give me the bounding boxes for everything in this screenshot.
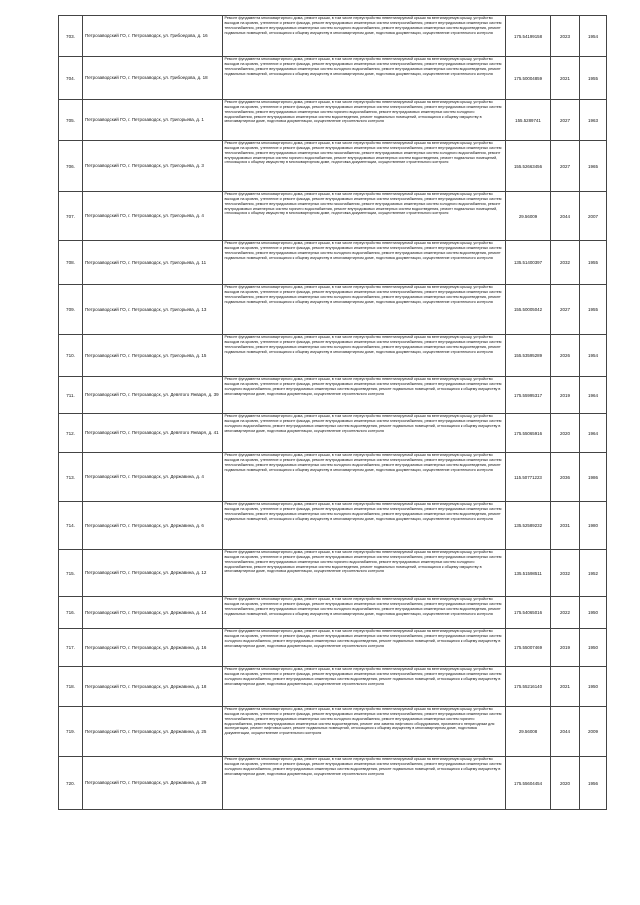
house-address: Петрозаводский ГО, г. Петрозаводск, ул. Григорьева, д. 15: [83, 335, 223, 377]
row-number: 719.: [59, 707, 83, 757]
planned-year: 2019: [551, 629, 580, 667]
planned-year: 2023: [551, 16, 580, 57]
row-number: 718.: [59, 667, 83, 707]
repair-works: Ремонт фундамента многоквартирного дома, ремонт крыши, в том числе переустройство невентилируемой крыши на вентилируемую крышу, устройство выходов на кровлю, утепление и ремонт фасада, ремонт внутридомовых инженерных систем электроснабжения, ремонт внутридомовых инженерных систем теплоснабжения, ремонт внутридомовых инженерных систем холодного водоснабжения, ремонт внутридомовых инженерных систем водоотведения, ремонт подвальных помещений, относящихся к общему имуществу в многоквартирном доме, подготовка документации, осуществление строительного контроля: [223, 241, 506, 285]
table-row: [59, 453, 607, 502]
construction-year: 1952: [580, 550, 607, 597]
row-number: 706.: [59, 141, 83, 192]
row-number: 704.: [59, 57, 83, 100]
cost-value: 175.55995317: [506, 377, 551, 414]
construction-year: 1964: [580, 414, 607, 453]
table-row: [59, 667, 607, 707]
construction-year: 1950: [580, 629, 607, 667]
house-address: Петрозаводский ГО, г. Петрозаводск, ул. Державина, д. 18: [83, 667, 223, 707]
row-number: 705.: [59, 100, 83, 141]
construction-year: 1954: [580, 335, 607, 377]
repair-works: Ремонт фундамента многоквартирного дома, ремонт крыши, в том числе переустройство невентилируемой крыши на вентилируемую крышу, устройство выходов на кровлю, утепление и ремонт фасада, ремонт внутридомовых инженерных систем электроснабжения, ремонт внутридомовых инженерных систем холодного водоснабжения, ремонт внутридомовых инженерных систем водоотведения, ремонт подвальных помещений, относящихся к общему имуществу в многоквартирном доме, подготовка документации, осуществление строительного контроля: [223, 414, 506, 453]
row-number: 714.: [59, 502, 83, 550]
row-number: 711.: [59, 377, 83, 414]
row-number: 707.: [59, 192, 83, 241]
planned-year: 2027: [551, 100, 580, 141]
construction-year: 2009: [580, 707, 607, 757]
house-address: Петрозаводский ГО, г. Петрозаводск, ул. Григорьева, д. 4: [83, 192, 223, 241]
table-row: [59, 502, 607, 550]
house-address: Петрозаводский ГО, г. Петрозаводск, ул. Державина, д. 4: [83, 453, 223, 502]
house-address: Петрозаводский ГО, г. Петрозаводск, ул. Державина, д. 29: [83, 757, 223, 810]
row-number: 720.: [59, 757, 83, 810]
row-number: 708.: [59, 241, 83, 285]
house-address: Петрозаводский ГО, г. Петрозаводск, ул. Державина, д. 12: [83, 550, 223, 597]
cost-value: 135.52589232: [506, 502, 551, 550]
house-address: Петрозаводский ГО, г. Петрозаводск, ул. Державина, д. 6: [83, 502, 223, 550]
row-number: 715.: [59, 550, 83, 597]
planned-year: 2021: [551, 57, 580, 100]
table-row: [59, 57, 607, 100]
cost-value: 155.5289741: [506, 100, 551, 141]
cost-value: 29.56008: [506, 707, 551, 757]
repair-works: Ремонт фундамента многоквартирного дома, ремонт крыши, в том числе переустройство невентилируемой крыши на вентилируемую крышу, устройство выходов на кровлю, утепление и ремонт фасада, ремонт внутридомовых инженерных систем электроснабжения, ремонт внутридомовых инженерных систем холодного водоснабжения, ремонт внутридомовых инженерных систем водоотведения, ремонт подвальных помещений, относящихся к общему имуществу в многоквартирном доме, подготовка документации, осуществление строительного контроля: [223, 629, 506, 667]
row-number: 713.: [59, 453, 83, 502]
house-address: Петрозаводский ГО, г. Петрозаводск, ул. Григорьева, д. 13: [83, 285, 223, 335]
cost-value: 175.54065016: [506, 597, 551, 629]
capital-repair-table: [58, 15, 607, 810]
planned-year: 2036: [551, 453, 580, 502]
table-row: [59, 377, 607, 414]
construction-year: 1955: [580, 285, 607, 335]
repair-works: Ремонт фундамента многоквартирного дома, ремонт крыши, в том числе переустройство невентилируемой крыши на вентилируемую крышу, устройство выходов на кровлю, утепление и ремонт фасада, ремонт внутридомовых инженерных систем электроснабжения, ремонт внутридомовых инженерных систем теплоснабжения, ремонт внутридомовых инженерных систем горячего водоснабжения, ремонт внутридомовых инженерных систем холодного водоснабжения, ремонт внутридомовых инженерных систем водоотведения, ремонт подвальных помещений, относящихся к общему имуществу в многоквартирном доме, подготовка документации, осуществление строительного контроля: [223, 550, 506, 597]
table-row: [59, 141, 607, 192]
construction-year: 1963: [580, 100, 607, 141]
cost-value: 175.54199158: [506, 16, 551, 57]
planned-year: 2044: [551, 192, 580, 241]
cost-value: 175.55216140: [506, 667, 551, 707]
table-row: [59, 241, 607, 285]
repair-works: Ремонт фундамента многоквартирного дома, ремонт крыши, в том числе переустройство невентилируемой крыши на вентилируемую крышу, устройство выходов на кровлю, утепление и ремонт фасада, ремонт внутридомовых инженерных систем электроснабжения, ремонт внутридомовых инженерных систем теплоснабжения, ремонт внутридомовых инженерных систем холодного водоснабжения, ремонт внутридомовых инженерных систем водоотведения, ремонт подвальных помещений, относящихся к общему имуществу в многоквартирном доме, подготовка документации, осуществление строительного контроля: [223, 285, 506, 335]
planned-year: 2044: [551, 707, 580, 757]
table-row: [59, 629, 607, 667]
repair-works: Ремонт фундамента многоквартирного дома, ремонт крыши, в том числе переустройство невентилируемой крыши на вентилируемую крышу, устройство выходов на кровлю, утепление и ремонт фасада, ремонт внутридомовых инженерных систем электроснабжения, ремонт внутридомовых инженерных систем теплоснабжения, ремонт внутридомовых инженерных систем газоснабжения, ремонт внутридомовых инженерных систем холодного водоснабжения, ремонт внутридомовых инженерных систем горячего водоснабжения, ремонт внутридомовых инженерных систем водоотведения, ремонт подвальных помещений, относящихся к общему имуществу в многоквартирном доме, подготовка документации, осуществление строительного контроля: [223, 141, 506, 192]
cost-value: 175.55065916: [506, 414, 551, 453]
construction-year: 1980: [580, 502, 607, 550]
table-row: [59, 707, 607, 757]
planned-year: 2026: [551, 335, 580, 377]
repair-works: Ремонт фундамента многоквартирного дома, ремонт крыши, в том числе переустройство невентилируемой крыши на вентилируемую крышу, устройство выходов на кровлю, утепление и ремонт фасада, ремонт внутридомовых инженерных систем электроснабжения, ремонт внутридомовых инженерных систем теплоснабжения, ремонт внутридомовых инженерных систем холодного водоснабжения, ремонт внутридомовых инженерных систем водоотведения, ремонт подвальных помещений, относящихся к общему имуществу в многоквартирном доме, подготовка документации, осуществление строительного контроля: [223, 453, 506, 502]
repair-works: Ремонт фундамента многоквартирного дома, ремонт крыши, в том числе переустройство невентилируемой крыши на вентилируемую крышу, устройство выходов на кровлю, утепление и ремонт фасада, ремонт внутридомовых инженерных систем электроснабжения, ремонт внутридомовых инженерных систем теплоснабжения, ремонт внутридомовых инженерных систем холодного водоснабжения, ремонт внутридомовых инженерных систем водоотведения, ремонт подвальных помещений, относящихся к общему имуществу в многоквартирном доме, подготовка документации, осуществление строительного контроля: [223, 335, 506, 377]
construction-year: 1955: [580, 57, 607, 100]
row-number: 716.: [59, 597, 83, 629]
house-address: Петрозаводский ГО, г. Петрозаводск, ул. Державина, д. 25: [83, 707, 223, 757]
row-number: 710.: [59, 335, 83, 377]
house-address: Петрозаводский ГО, г. Петрозаводск, ул. Грибоедова, д. 16: [83, 16, 223, 57]
house-address: Петрозаводский ГО, г. Петрозаводск, ул. Грибоедова, д. 18: [83, 57, 223, 100]
table-row: [59, 597, 607, 629]
table-row: [59, 100, 607, 141]
house-address: Петрозаводский ГО, г. Петрозаводск, ул. Девятого Января, д. 41: [83, 414, 223, 453]
construction-year: 2007: [580, 192, 607, 241]
table-body: [59, 16, 607, 810]
repair-works: Ремонт фундамента многоквартирного дома, ремонт крыши, в том числе переустройство невентилируемой крыши на вентилируемую крышу, устройство выходов на кровлю, утепление и ремонт фасада, ремонт внутридомовых инженерных систем электроснабжения, ремонт внутридомовых инженерных систем теплоснабжения, ремонт внутридомовых инженерных систем холодного водоснабжения, ремонт внутридомовых инженерных систем водоотведения, ремонт подвальных помещений, относящихся к общему имуществу в многоквартирном доме, подготовка документации, осуществление строительного контроля: [223, 57, 506, 100]
cost-value: 155.53595289: [506, 335, 551, 377]
planned-year: 2021: [551, 667, 580, 707]
row-number: 709.: [59, 285, 83, 335]
planned-year: 2027: [551, 141, 580, 192]
cost-value: 155.50005042: [506, 285, 551, 335]
table-row: [59, 335, 607, 377]
row-number: 717.: [59, 629, 83, 667]
table-row: [59, 16, 607, 57]
planned-year: 2020: [551, 414, 580, 453]
table-row: [59, 192, 607, 241]
house-address: Петрозаводский ГО, г. Петрозаводск, ул. Девятого Января, д. 39: [83, 377, 223, 414]
cost-value: 135.51400397: [506, 241, 551, 285]
construction-year: 1954: [580, 16, 607, 57]
house-address: Петрозаводский ГО, г. Петрозаводск, ул. Григорьева, д. 1: [83, 100, 223, 141]
cost-value: 175.50004859: [506, 57, 551, 100]
cost-value: 155.52663456: [506, 141, 551, 192]
house-address: Петрозаводский ГО, г. Петрозаводск, ул. Державина, д. 16: [83, 629, 223, 667]
construction-year: 1955: [580, 241, 607, 285]
construction-year: 1986: [580, 453, 607, 502]
repair-works: Ремонт фундамента многоквартирного дома, ремонт крыши, в том числе переустройство невентилируемой крыши на вентилируемую крышу, устройство выходов на кровлю, утепление и ремонт фасада, ремонт внутридомовых инженерных систем электроснабжения, ремонт внутридомовых инженерных систем холодного водоснабжения, ремонт внутридомовых инженерных систем водоотведения, ремонт подвальных помещений, относящихся к общему имуществу в многоквартирном доме, подготовка документации, осуществление строительного контроля: [223, 757, 506, 810]
cost-value: 175.55604454: [506, 757, 551, 810]
cost-value: 115.50771223: [506, 453, 551, 502]
register-page: [58, 15, 606, 810]
row-number: 703.: [59, 16, 83, 57]
planned-year: 2020: [551, 757, 580, 810]
repair-works: Ремонт фундамента многоквартирного дома, ремонт крыши, в том числе переустройство невентилируемой крыши на вентилируемую крышу, устройство выходов на кровлю, утепление и ремонт фасада, ремонт внутридомовых инженерных систем электроснабжения, ремонт внутридомовых инженерных систем теплоснабжения, ремонт внутридомовых инженерных систем газоснабжения, ремонт внутридомовых инженерных систем холодного водоснабжения, ремонт внутридомовых инженерных систем горячего водоснабжения, ремонт внутридомовых инженерных систем водоотведения, ремонт подвальных помещений, относящихся к общему имуществу в многоквартирном доме, подготовка документации, осуществление строительного контроля: [223, 192, 506, 241]
repair-works: Ремонт фундамента многоквартирного дома, ремонт крыши, в том числе переустройство невентилируемой крыши на вентилируемую крышу, устройство выходов на кровлю, утепление и ремонт фасада, ремонт внутридомовых инженерных систем электроснабжения, ремонт внутридомовых инженерных систем теплоснабжения, ремонт внутридомовых инженерных систем горячего водоснабжения, ремонт внутридомовых инженерных систем холодного водоснабжения, ремонт внутридомовых инженерных систем водоотведения, ремонт подвальных помещений, относящихся к общему имуществу в многоквартирном доме, подготовка документации, осуществление строительного контроля: [223, 100, 506, 141]
repair-works: Ремонт фундамента многоквартирного дома, ремонт крыши, в том числе переустройство невентилируемой крыши на вентилируемую крышу, устройство выходов на кровлю, утепление и ремонт фасада, ремонт внутридомовых инженерных систем электроснабжения, ремонт внутридомовых инженерных систем теплоснабжения, ремонт внутридомовых инженерных систем холодного водоснабжения, ремонт внутридомовых инженерных систем водоотведения, ремонт подвальных помещений, относящихся к общему имуществу в многоквартирном доме, подготовка документации, осуществление строительного контроля: [223, 502, 506, 550]
construction-year: 1950: [580, 667, 607, 707]
table-row: [59, 550, 607, 597]
repair-works: Ремонт фундамента многоквартирного дома, ремонт крыши, в том числе переустройство невентилируемой крыши на вентилируемую крышу, устройство выходов на кровлю, утепление и ремонт фасада, ремонт внутридомовых инженерных систем электроснабжения, ремонт внутридомовых инженерных систем теплоснабжения, ремонт внутридомовых инженерных систем холодного водоснабжения, ремонт внутридомовых инженерных систем водоотведения, ремонт подвальных помещений, относящихся к общему имуществу в многоквартирном доме, подготовка документации, осуществление строительного контроля: [223, 16, 506, 57]
table-row: [59, 414, 607, 453]
table-row: [59, 285, 607, 335]
construction-year: 1965: [580, 141, 607, 192]
house-address: Петрозаводский ГО, г. Петрозаводск, ул. Григорьева, д. 3: [83, 141, 223, 192]
planned-year: 2019: [551, 377, 580, 414]
repair-works: Ремонт фундамента многоквартирного дома, ремонт крыши, в том числе переустройство невентилируемой крыши на вентилируемую крышу, устройство выходов на кровлю, утепление и ремонт фасада, ремонт внутридомовых инженерных систем электроснабжения, ремонт внутридомовых инженерных систем теплоснабжения, ремонт внутридомовых инженерных систем холодного водоснабжения, ремонт внутридомовых инженерных систем горячего водоснабжения, ремонт внутридомовых инженерных систем водоотведения, ремонт или замена лифтового оборудования, признанного непригодным для эксплуатации, ремонт лифтовых шахт, ремонт подвальных помещений, относящихся к общему имуществу в многоквартирном доме, подготовка документации, осуществление строительного контроля: [223, 707, 506, 757]
construction-year: 1956: [580, 757, 607, 810]
planned-year: 2022: [551, 597, 580, 629]
cost-value: 135.51598511: [506, 550, 551, 597]
cost-value: 175.55007469: [506, 629, 551, 667]
construction-year: 1950: [580, 597, 607, 629]
cost-value: 29.56009: [506, 192, 551, 241]
repair-works: Ремонт фундамента многоквартирного дома, ремонт крыши, в том числе переустройство невентилируемой крыши на вентилируемую крышу, устройство выходов на кровлю, утепление и ремонт фасада, ремонт внутридомовых инженерных систем электроснабжения, ремонт внутридомовых инженерных систем теплоснабжения, ремонт внутридомовых инженерных систем холодного водоснабжения, ремонт внутридомовых инженерных систем водоотведения, ремонт подвальных помещений, относящихся к общему имуществу в многоквартирном доме, подготовка документации, осуществление строительного контроля: [223, 597, 506, 629]
row-number: 712.: [59, 414, 83, 453]
table-row: [59, 757, 607, 810]
planned-year: 2027: [551, 285, 580, 335]
planned-year: 2032: [551, 550, 580, 597]
repair-works: Ремонт фундамента многоквартирного дома, ремонт крыши, в том числе переустройство невентилируемой крыши на вентилируемую крышу, устройство выходов на кровлю, утепление и ремонт фасада, ремонт внутридомовых инженерных систем электроснабжения, ремонт внутридомовых инженерных систем холодного водоснабжения, ремонт внутридомовых инженерных систем водоотведения, ремонт подвальных помещений, относящихся к общему имуществу в многоквартирном доме, подготовка документации, осуществление строительного контроля: [223, 377, 506, 414]
house-address: Петрозаводский ГО, г. Петрозаводск, ул. Державина, д. 14: [83, 597, 223, 629]
repair-works: Ремонт фундамента многоквартирного дома, ремонт крыши, в том числе переустройство невентилируемой крыши на вентилируемую крышу, устройство выходов на кровлю, утепление и ремонт фасада, ремонт внутридомовых инженерных систем электроснабжения, ремонт внутридомовых инженерных систем холодного водоснабжения, ремонт внутридомовых инженерных систем водоотведения, ремонт подвальных помещений, относящихся к общему имуществу в многоквартирном доме, подготовка документации, осуществление строительного контроля: [223, 667, 506, 707]
planned-year: 2031: [551, 502, 580, 550]
planned-year: 2032: [551, 241, 580, 285]
construction-year: 1964: [580, 377, 607, 414]
house-address: Петрозаводский ГО, г. Петрозаводск, ул. Григорьева, д. 11: [83, 241, 223, 285]
